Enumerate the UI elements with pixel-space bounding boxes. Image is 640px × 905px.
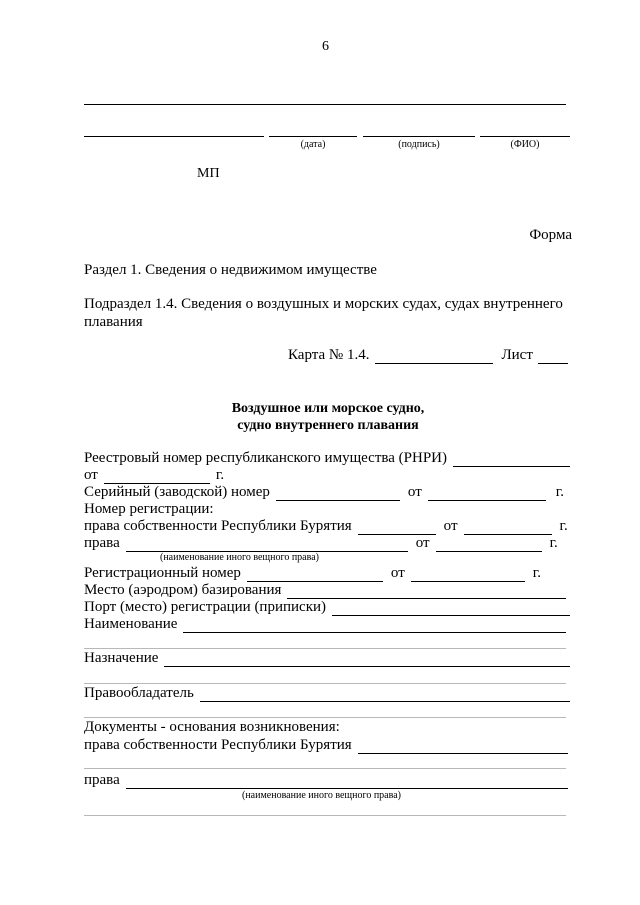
subsection-title-line2: плавания	[84, 314, 143, 330]
stamp-label: МП	[197, 166, 220, 181]
registry-from-label: от	[84, 467, 98, 483]
documents-ownership-field[interactable]	[358, 739, 568, 754]
base-location-label: Место (аэродром) базирования	[84, 582, 282, 598]
registration-port-field[interactable]	[332, 601, 570, 616]
rights-name-field[interactable]	[126, 537, 408, 552]
registration-date-field[interactable]	[411, 567, 525, 582]
documents-ownership-continuation-line	[84, 768, 566, 769]
serial-number-row	[84, 483, 572, 501]
ownership-row	[84, 517, 572, 535]
documents-ownership-label: права собственности Республики Бурятия	[84, 737, 352, 753]
registration-number-row	[84, 564, 572, 582]
serial-number-field[interactable]	[276, 486, 400, 501]
card-number-row	[288, 346, 574, 364]
rights-label: права	[84, 535, 120, 551]
sheet-label: Лист	[501, 347, 533, 363]
rights-row	[84, 534, 572, 552]
ownership-label: права собственности Республики Бурятия	[84, 518, 352, 534]
purpose-field[interactable]	[164, 652, 570, 667]
registration-port-label: Порт (место) регистрации (приписки)	[84, 599, 327, 615]
documents-ownership-row	[84, 736, 572, 754]
rights-from-label: от	[415, 535, 430, 551]
documents-other-right-caption: (наименование иного вещного права)	[242, 790, 401, 801]
name-row	[84, 615, 572, 633]
ownership-number-field[interactable]	[358, 520, 436, 535]
right-holder-field[interactable]	[200, 687, 570, 702]
right-holder-row	[84, 684, 572, 702]
base-location-field[interactable]	[287, 584, 566, 599]
registry-date-row	[84, 466, 572, 484]
registration-port-row	[84, 598, 572, 616]
purpose-label: Назначение	[84, 650, 159, 666]
section-title: Раздел 1. Сведения о недвижимом имуществе	[84, 262, 377, 278]
registry-year-suffix: г.	[215, 467, 225, 483]
name-label: Наименование	[84, 616, 178, 632]
heading-line1: Воздушное или морское судно,	[231, 401, 425, 416]
signature-line-position	[84, 136, 264, 137]
rights-date-field[interactable]	[436, 537, 542, 552]
card-number-label: Карта № 1.4.	[288, 347, 370, 363]
name-field[interactable]	[183, 618, 566, 633]
registration-year-suffix: г.	[532, 565, 541, 581]
signature-caption: (подпись)	[398, 139, 440, 150]
signature-line-date	[269, 136, 357, 137]
serial-date-field[interactable]	[428, 486, 546, 501]
purpose-row	[84, 649, 572, 667]
registration-from-label: от	[390, 565, 405, 581]
ownership-from-label: от	[443, 518, 458, 534]
fio-caption: (ФИО)	[510, 139, 540, 150]
rights-year-suffix: г.	[549, 535, 558, 551]
signature-line-organization	[84, 104, 566, 105]
registry-date-field[interactable]	[104, 469, 210, 484]
registry-number-label: Реестровый номер республиканского имущества (РНРИ)	[84, 450, 448, 466]
sheet-number-field[interactable]	[538, 349, 568, 364]
form-label: Форма	[529, 227, 572, 243]
date-caption: (дата)	[300, 139, 326, 150]
registration-number-label: Регистрационный номер	[84, 565, 241, 581]
documents-rights-row	[84, 771, 572, 789]
page-number: 6	[322, 39, 329, 54]
ownership-year-suffix: г.	[559, 518, 568, 534]
serial-year-suffix: г.	[555, 484, 564, 500]
registry-number-field[interactable]	[453, 452, 570, 467]
documents-rights-label: права	[84, 772, 120, 788]
registry-number-row	[84, 449, 572, 467]
signature-line-signature	[363, 136, 475, 137]
subsection-title-line1: Подраздел 1.4. Сведения о воздушных и морских судах, судах внутреннего	[84, 296, 563, 312]
card-number-field[interactable]	[375, 349, 493, 364]
other-right-caption: (наименование иного вещного права)	[160, 552, 319, 563]
documents-header: Документы - основания возникновения:	[84, 719, 340, 735]
serial-from-label: от	[407, 484, 422, 500]
documents-rights-field[interactable]	[126, 774, 568, 789]
signature-line-fio	[480, 136, 570, 137]
heading-line2: судно внутреннего плавания	[237, 418, 419, 433]
right-holder-label: Правообладатель	[84, 685, 194, 701]
registration-number-field[interactable]	[247, 567, 383, 582]
serial-number-label: Серийный (заводской) номер	[84, 484, 270, 500]
registration-number-header: Номер регистрации:	[84, 501, 214, 517]
base-location-row	[84, 581, 572, 599]
documents-rights-continuation-line	[84, 815, 566, 816]
ownership-date-field[interactable]	[464, 520, 552, 535]
